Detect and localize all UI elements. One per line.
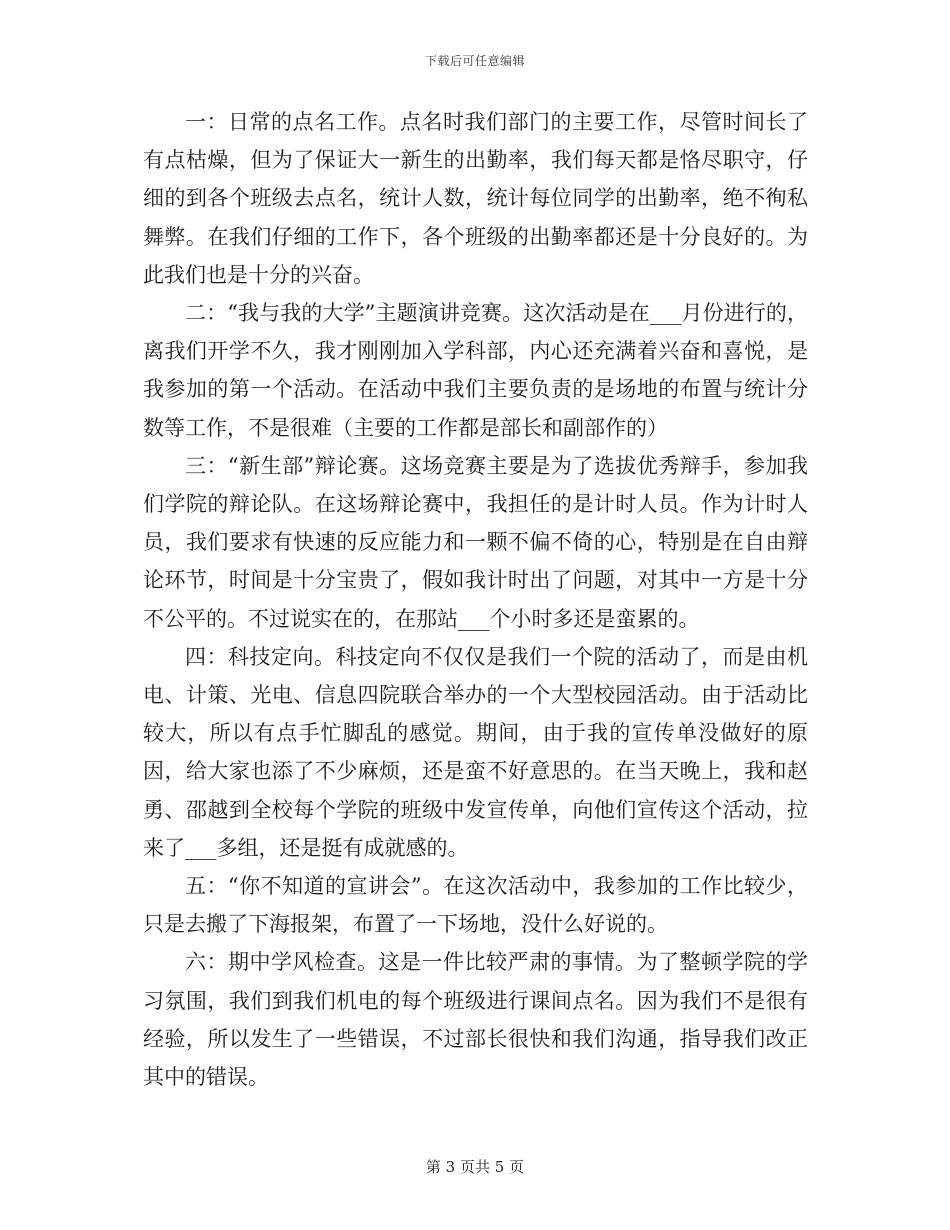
document-body: [143, 103, 808, 1096]
paragraph-1: 一：日常的点名工作。点名时我们部门的主要工作，尽管时间长了有点枯燥，但为了保证大一新生的出勤率，我们每天都是恪尽职守，仔细的到各个班级去点名，统计人数，统计每位同学的出勤率，绝不徇私舞弊。在我们仔细的工作下，各个班级的出勤率都还是十分良好的。为此我们也是十分的兴奋。: [143, 110, 808, 287]
paragraph-3: 三：“新生部”辩论赛。这场竞赛主要是为了选拔优秀辩手，参加我们学院的辩论队。在这场辩论赛中，我担任的是计时人员。作为计时人员，我们要求有快速的反应能力和一颗不偏不倚的心，特别是在自由辩论环节，时间是十分宝贵了，假如我计时出了问题，对其中一方是十分不公平的。不过说实在的，在那站___个小时多还是蛮累的。: [143, 453, 808, 631]
paragraph-5: 五：“你不知道的宣讲会”。在这次活动中，我参加的工作比较少，只是去搬了下海报架，布置了一下场地，没什么好说的。: [143, 874, 808, 937]
paragraph-2: 二：“我与我的大学”主题演讲竞赛。这次活动是在___月份进行的，离我们开学不久，我才刚刚加入学科部，内心还充满着兴奋和喜悦，是我参加的第一个活动。在活动中我们主要负责的是场地的布置与统计分数等工作，不是很难（主要的工作都是部长和副部作的）: [143, 301, 808, 440]
paragraph-4: 四：科技定向。科技定向不仅仅是我们一个院的活动了，而是由机电、计策、光电、信息四院联合举办的一个大型校园活动。由于活动比较大，所以有点手忙脚乱的感觉。期间，由于我的宣传单没做好的原因，给大家也添了不少麻烦，还是蛮不好意思的。在当天晚上，我和赵勇、邵越到全校每个学院的班级中发宣传单，向他们宣传这个活动，拉来了___多组，还是挺有成就感的。: [143, 644, 808, 860]
page-header: 下载后可任意编辑: [424, 54, 525, 68]
page-number-footer: 第 3 页共 5 页: [425, 1158, 525, 1176]
paragraph-6: 六：期中学风检查。这是一件比较严肃的事情。为了整顿学院的学习氛围，我们到我们机电的每个班级进行课间点名。因为我们不是很有经验，所以发生了一些错误，不过部长很快和我们沟通，指导我们改正其中的错误。: [143, 950, 808, 1090]
